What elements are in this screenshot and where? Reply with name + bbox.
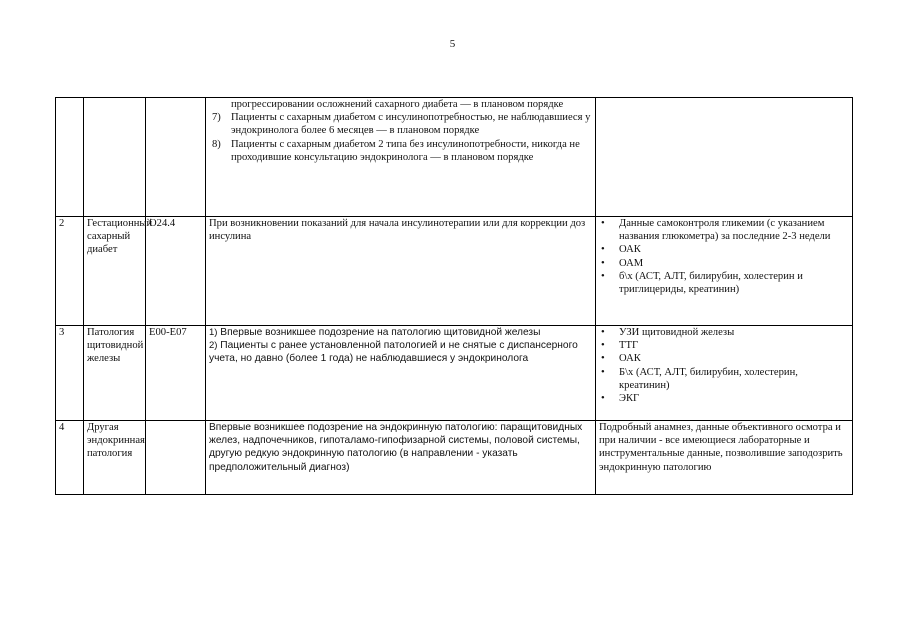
requirements-cell: Подробный анамнез, данные объективного осмотра и при наличии - все имеющиеся лабораторные и инструментальные данные, позволившие заподозрить эндокринную патологию xyxy=(596,421,853,495)
bullet-icon: • xyxy=(601,393,605,405)
indications-cell: При возникновении показаний для начала инсулинотерапии или для коррекции доз инсулина xyxy=(206,217,596,326)
list-item xyxy=(599,392,849,405)
bullet-icon: • xyxy=(601,218,605,229)
row-number-cell xyxy=(56,98,84,217)
row-number-cell: 4 xyxy=(56,421,84,495)
indication-list xyxy=(209,111,592,164)
icd-code-cell xyxy=(146,421,206,495)
item-number: 2) xyxy=(209,340,218,352)
referral-table xyxy=(55,97,853,495)
item-text: Пациенты с сахарным диабетом с инсулинопотребностью, не наблюдавшиеся у эндокринолога более 6 месяцев — в плановом порядке xyxy=(231,112,591,137)
bullet-icon: • xyxy=(601,327,605,338)
bullet-icon: • xyxy=(601,270,605,282)
item-number: 1) xyxy=(209,327,218,338)
list-item xyxy=(599,243,849,256)
table-row xyxy=(56,326,853,421)
list-item xyxy=(599,366,849,392)
item-number: 7) xyxy=(212,112,221,124)
list-item xyxy=(599,352,849,365)
table-row xyxy=(56,217,853,326)
bullet-icon: • xyxy=(601,340,605,352)
list-item xyxy=(599,257,849,270)
item-text: ОАК xyxy=(619,353,641,365)
item-text: Данные самоконтроля гликемии (с указанием названия глюкометра) за последние 2-3 недели xyxy=(619,218,831,243)
requirements-cell xyxy=(596,326,853,421)
indications-cell xyxy=(206,98,596,217)
row-number-cell: 3 xyxy=(56,326,84,421)
table-row xyxy=(56,421,853,495)
item-text: ТТГ xyxy=(619,340,639,352)
list-item xyxy=(599,339,849,352)
nosology-cell xyxy=(84,98,146,217)
icd-code-cell xyxy=(146,98,206,217)
nosology-cell: Патология щитовидной железы xyxy=(84,326,146,421)
item-text: ОАМ xyxy=(619,257,644,269)
icd-code-cell: О24.4 xyxy=(146,217,206,326)
item-text: Б\х (АСТ, АЛТ, билирубин, холестерин, креатинин) xyxy=(619,366,798,391)
nosology-cell: Гестационный сахарный диабет xyxy=(84,217,146,326)
indications-cell: Впервые возникшее подозрение на эндокринную патологию: паращитовидных желез, надпочечников, гипоталамо-гипофизарной системы, половой системы, другую редкую эндокринную патологию (в направлении - указать предположительный диагноз) xyxy=(206,421,596,495)
item-text: УЗИ щитовидной железы xyxy=(619,327,735,338)
item-text: Впервые возникшее подозрение на патологию щитовидной железы xyxy=(220,327,541,338)
item-number: 8) xyxy=(212,138,221,150)
list-item xyxy=(209,339,592,365)
bullet-icon: • xyxy=(601,366,605,378)
icd-code-cell: Е00-Е07 xyxy=(146,326,206,421)
bullet-icon: • xyxy=(601,353,605,365)
list-item xyxy=(599,217,849,243)
page-number: 5 xyxy=(449,38,456,50)
nosology-cell: Другая эндокринная патология xyxy=(84,421,146,495)
indications-cell xyxy=(206,326,596,421)
requirements-cell xyxy=(596,217,853,326)
row-number-cell: 2 xyxy=(56,217,84,326)
table-row xyxy=(56,98,853,217)
item-text: б\х (АСТ, АЛТ, билирубин, холестерин и триглицериды, креатинин) xyxy=(619,270,803,296)
requirements-list xyxy=(599,217,849,296)
item-text: ОАК xyxy=(619,244,641,256)
list-item xyxy=(209,111,592,137)
list-item xyxy=(599,326,849,339)
requirements-list xyxy=(599,326,849,405)
indication-continuation: прогрессировании осложнений сахарного диабета — в плановом порядке xyxy=(231,99,564,110)
bullet-icon: • xyxy=(601,244,605,256)
item-text: ЭКГ xyxy=(619,393,640,405)
list-item xyxy=(209,138,592,164)
list-item xyxy=(209,326,592,339)
requirements-cell xyxy=(596,98,853,217)
item-text: Пациенты с ранее установленной патологией и не снятые с диспансерного учета, но давно (более 1 года) не наблюдавшиеся у эндокринолога xyxy=(209,340,578,365)
bullet-icon: • xyxy=(601,257,605,269)
list-item xyxy=(599,270,849,296)
item-text: Пациенты с сахарным диабетом 2 типа без инсулинопотребности, никогда не проходившие консультацию эндокринолога — в плановом порядке xyxy=(231,138,580,163)
